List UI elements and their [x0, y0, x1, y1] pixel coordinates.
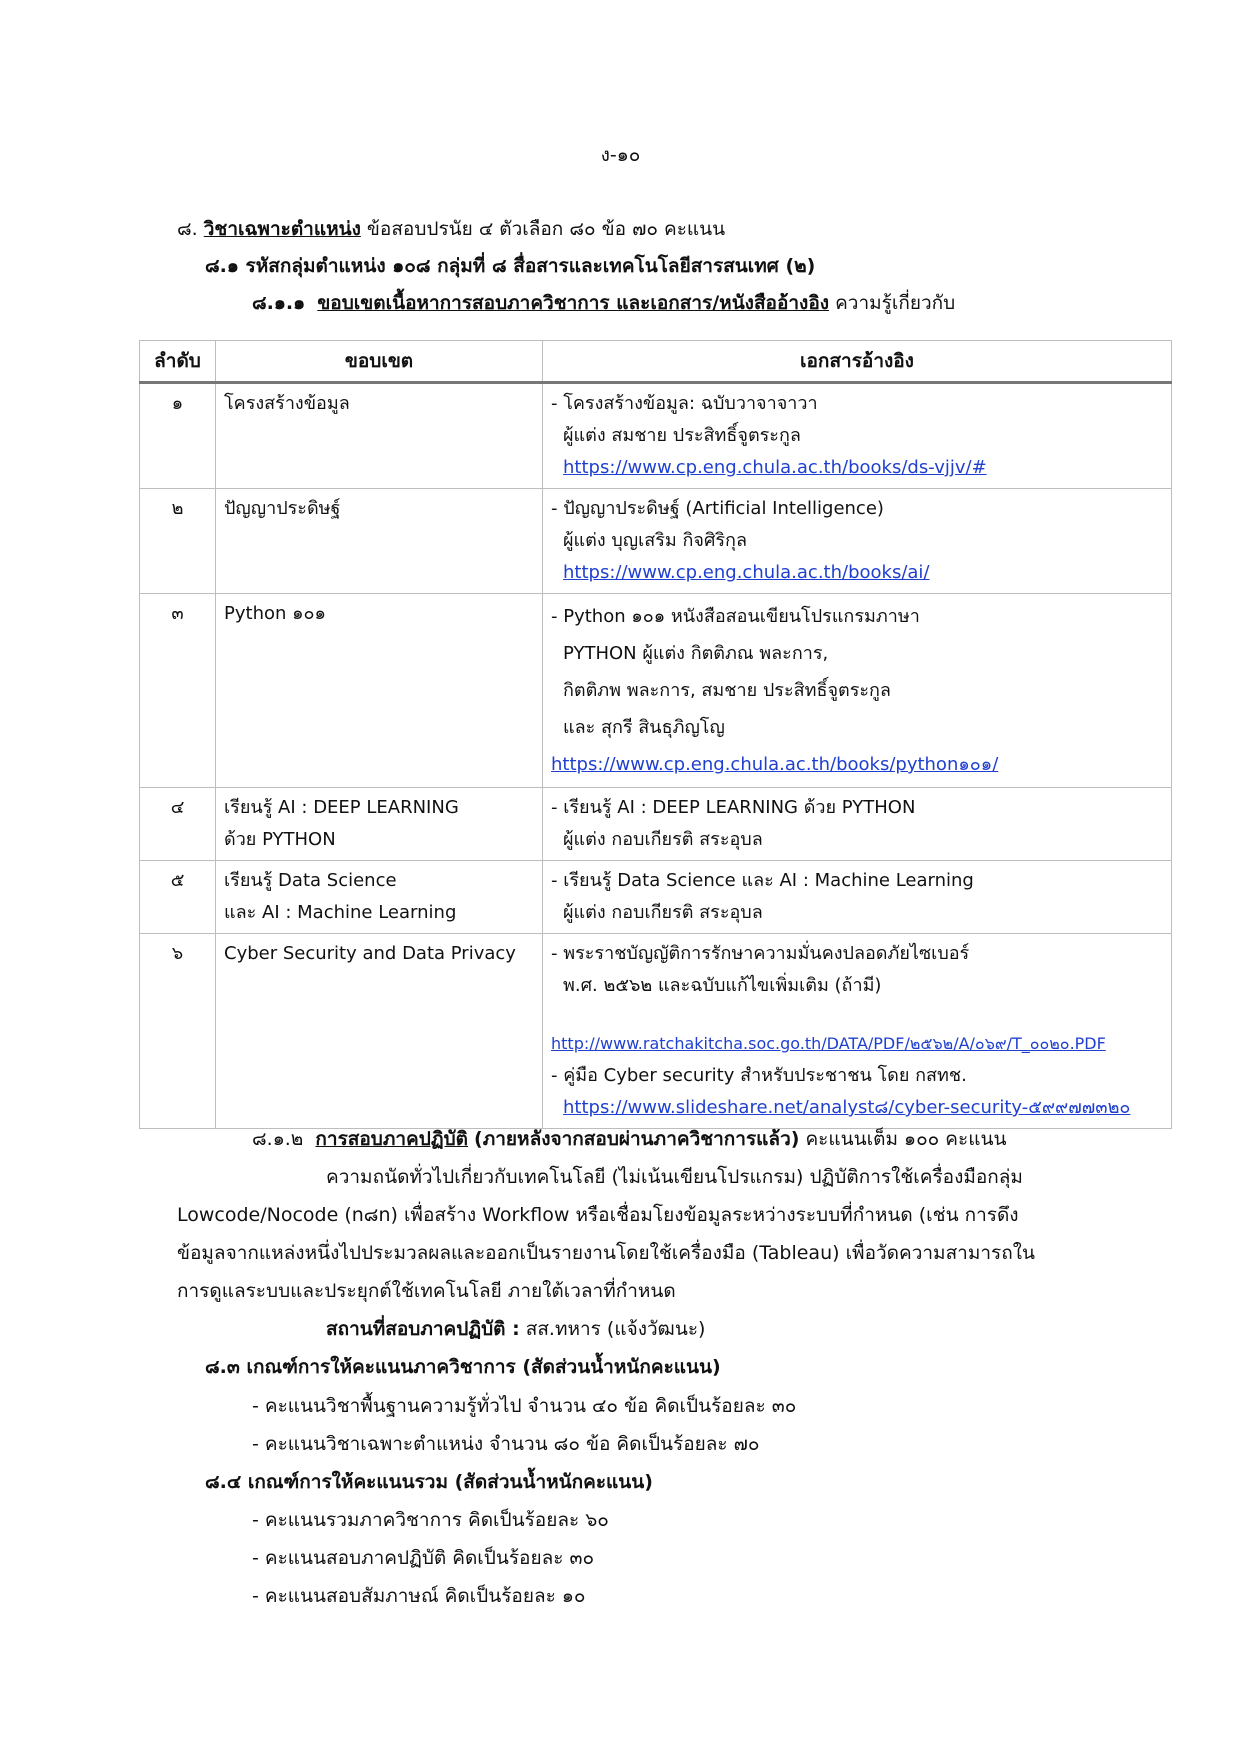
reference-line: PYTHON ผู้แต่ง กิตติภณ พละการ, — [563, 643, 829, 664]
row-scope: Python ๑๐๑ — [216, 594, 543, 788]
row-references — [543, 934, 1172, 1129]
reference-line: พ.ศ. ๒๕๖๒ และฉบับแก้ไขเพิ่มเติม (ถ้ามี) — [563, 975, 882, 996]
venue-value: สส.ทหาร (แจ้งวัฒนะ) — [525, 1318, 706, 1340]
table-row — [140, 489, 1172, 594]
section-8-1-2-number: ๘.๑.๒ — [252, 1128, 304, 1150]
row-references — [543, 489, 1172, 594]
list-item: - คะแนนวิชาพื้นฐานความรู้ทั่วไป จำนวน ๔๐ ข้อ คิดเป็นร้อยละ ๓๐ — [252, 1395, 797, 1417]
reference-link[interactable]: https://www.cp.eng.chula.ac.th/books/ds-vjjv/# — [563, 457, 987, 478]
column-header-scope: ขอบเขต — [216, 341, 543, 383]
reference-line: - พระราชบัญญัติการรักษาความมั่นคงปลอดภัยไซเบอร์ — [551, 943, 970, 964]
scope-line: และ AI : Machine Learning — [224, 902, 457, 923]
row-references — [543, 788, 1172, 861]
list-item: - คะแนนวิชาเฉพาะตำแหน่ง จำนวน ๘๐ ข้อ คิดเป็นร้อยละ ๗๐ — [252, 1433, 760, 1455]
list-item: - คะแนนรวมภาควิชาการ คิดเป็นร้อยละ ๖๐ — [252, 1509, 609, 1531]
row-scope: Cyber Security and Data Privacy — [216, 934, 543, 1129]
reference-line: และ สุกรี สินธุภิญโญ — [563, 717, 725, 738]
reference-line: กิตติภพ พละการ, สมชาย ประสิทธิ์จูตระกูล — [563, 680, 891, 701]
scope-line: เรียนรู้ Data Science — [224, 870, 397, 891]
table-row — [140, 788, 1172, 861]
practical-venue — [326, 1314, 705, 1344]
section-8-1-1-heading — [252, 288, 955, 318]
column-header-references: เอกสารอ้างอิง — [543, 341, 1172, 383]
list-item: - คะแนนสอบภาคปฏิบัติ คิดเป็นร้อยละ ๓๐ — [252, 1547, 595, 1569]
column-header-order: ลำดับ — [140, 341, 216, 383]
section-8-1-heading: ๘.๑ รหัสกลุ่มตำแหน่ง ๑๐๘ กลุ่มที่ ๘ สื่อสารและเทคโนโลยีสารสนเทศ (๒) — [205, 255, 816, 277]
reference-line: - คู่มือ Cyber security สำหรับประชาชน โดย กสทช. — [551, 1065, 967, 1086]
practical-paragraph-line: Lowcode/Nocode (n๘n) เพื่อสร้าง Workflow หรือเชื่อมโยงข้อมูลระหว่างระบบที่กำหนด (เช่น การดึง — [177, 1204, 1019, 1226]
reference-line: - เรียนรู้ Data Science และ AI : Machine Learning — [551, 870, 974, 891]
row-scope: ปัญญาประดิษฐ์ — [216, 489, 543, 594]
row-references — [543, 594, 1172, 788]
scope-line: ด้วย PYTHON — [224, 829, 336, 850]
table-row — [140, 594, 1172, 788]
section-8-number: ๘. — [177, 218, 198, 240]
section-8-1-1-number: ๘.๑.๑ — [252, 292, 306, 314]
row-references — [543, 861, 1172, 934]
reference-line: - Python ๑๐๑ หนังสือสอนเขียนโปรแกรมภาษา — [551, 606, 920, 627]
section-8-1-2-heading — [252, 1124, 1006, 1154]
section-8-heading — [177, 214, 725, 244]
reference-line: ผู้แต่ง บุญเสริม กิจศิริกุล — [563, 530, 747, 551]
section-8-1-2-bold-tail: (ภายหลังจากสอบผ่านภาควิชาการแล้ว) — [474, 1128, 800, 1150]
table-row — [140, 861, 1172, 934]
row-number: ๔ — [140, 788, 216, 861]
scope-line: เรียนรู้ AI : DEEP LEARNING — [224, 797, 459, 818]
reference-table — [139, 340, 1172, 1129]
reference-link[interactable]: https://www.cp.eng.chula.ac.th/books/python๑๐๑/ — [551, 754, 999, 775]
section-8-1-2-title: การสอบภาคปฏิบัติ — [315, 1128, 468, 1150]
reference-line: - โครงสร้างข้อมูล: ฉบับวาจาจาวา — [551, 393, 818, 414]
section-8-description: ข้อสอบปรนัย ๔ ตัวเลือก ๘๐ ข้อ ๗๐ คะแนน — [366, 218, 726, 240]
row-number: ๕ — [140, 861, 216, 934]
practical-paragraph-line: การดูแลระบบและประยุกต์ใช้เทคโนโลยี ภายใต้เวลาที่กำหนด — [177, 1280, 676, 1302]
section-8-4-heading: ๘.๔ เกณฑ์การให้คะแนนรวม (สัดส่วนน้ำหนักคะแนน) — [205, 1471, 653, 1493]
reference-link[interactable]: https://www.slideshare.net/analyst๘/cyber-security-๕๙๙๗๗๓๒๐ — [563, 1097, 1131, 1118]
table-row — [140, 383, 1172, 489]
row-scope — [216, 788, 543, 861]
table-row — [140, 934, 1172, 1129]
practical-paragraph-line: ความถนัดทั่วไปเกี่ยวกับเทคโนโลยี (ไม่เน้นเขียนโปรแกรม) ปฏิบัติการใช้เครื่องมือกลุ่ม — [326, 1166, 1023, 1188]
section-8-1-1-title: ขอบเขตเนื้อหาการสอบภาควิชาการ และเอกสาร/หนังสืออ้างอิง — [317, 292, 830, 314]
section-8-3-heading: ๘.๓ เกณฑ์การให้คะแนนภาควิชาการ (สัดส่วนน้ำหนักคะแนน) — [205, 1356, 721, 1378]
reference-line: ผู้แต่ง สมชาย ประสิทธิ์จูตระกูล — [563, 425, 801, 446]
reference-link[interactable]: https://www.cp.eng.chula.ac.th/books/ai/ — [563, 562, 930, 583]
reference-line: - เรียนรู้ AI : DEEP LEARNING ด้วย PYTHON — [551, 797, 916, 818]
reference-line: ผู้แต่ง กอบเกียรติ สระอุบล — [563, 902, 763, 923]
row-number: ๑ — [140, 383, 216, 489]
row-scope: โครงสร้างข้อมูล — [216, 383, 543, 489]
reference-line: ผู้แต่ง กอบเกียรติ สระอุบล — [563, 829, 763, 850]
row-references — [543, 383, 1172, 489]
section-8-title: วิชาเฉพาะตำแหน่ง — [203, 218, 361, 240]
row-number: ๓ — [140, 594, 216, 788]
row-number: ๒ — [140, 489, 216, 594]
reference-link[interactable]: http://www.ratchakitcha.soc.go.th/DATA/PDF/๒๕๖๒/A/๐๖๙/T_๐๐๒๐.PDF — [551, 1034, 1106, 1053]
practical-paragraph-line: ข้อมูลจากแหล่งหนึ่งไปประมวลผลและออกเป็นรายงานโดยใช้เครื่องมือ (Tableau) เพื่อวัดความสามารถใน — [177, 1242, 1036, 1264]
section-8-1-2-tail: คะแนนเต็ม ๑๐๐ คะแนน — [805, 1128, 1007, 1150]
venue-label: สถานที่สอบภาคปฏิบัติ : — [326, 1318, 520, 1340]
row-number: ๖ — [140, 934, 216, 1129]
reference-line: - ปัญญาประดิษฐ์ (Artificial Intelligence) — [551, 498, 884, 519]
row-scope — [216, 861, 543, 934]
table-header-row — [140, 341, 1172, 383]
page-number: ง-๑๐ — [600, 144, 641, 166]
section-8-1-1-tail: ความรู้เกี่ยวกับ — [835, 292, 956, 314]
list-item: - คะแนนสอบสัมภาษณ์ คิดเป็นร้อยละ ๑๐ — [252, 1585, 586, 1607]
